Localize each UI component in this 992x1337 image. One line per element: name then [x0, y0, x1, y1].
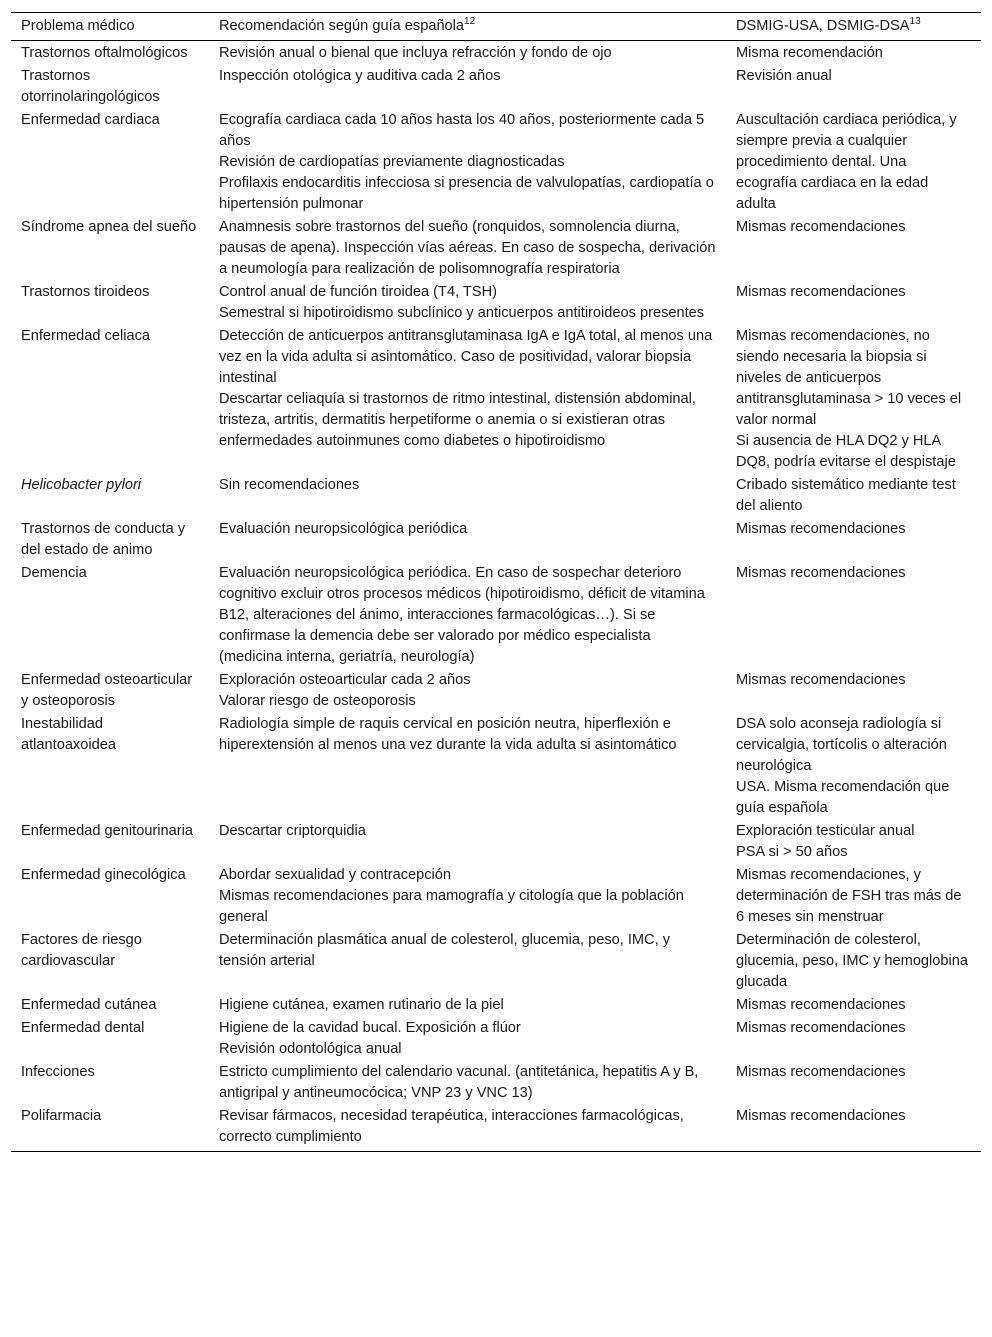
dsmig-recommendation-text: Si ausencia de HLA DQ2 y HLA DQ8, podría evitarse el despistaje — [736, 433, 956, 470]
header-dsmig — [726, 13, 981, 41]
cell-medical-problem — [11, 668, 209, 712]
medical-problem-text: Enfermedad cardiaca — [21, 112, 160, 128]
cell-dsmig-recommendation — [726, 863, 981, 928]
table-row — [11, 863, 981, 928]
cell-dsmig-recommendation — [726, 1104, 981, 1152]
dsmig-recommendation-text: Mismas recomendaciones — [736, 1020, 906, 1036]
dsmig-recommendation-text: Mismas recomendaciones — [736, 219, 906, 235]
cell-medical-problem — [11, 819, 209, 863]
table-header — [11, 13, 981, 41]
cell-dsmig-recommendation — [726, 517, 981, 561]
medical-problem-text: Trastornos de conducta y del estado de animo — [21, 521, 186, 558]
cell-dsmig-recommendation — [726, 668, 981, 712]
spanish-recommendation-text: Radiología simple de raquis cervical en posición neutra, hiperflexión e hiperextensión al menos una vez durante la vida adulta si asintomático — [219, 716, 677, 753]
cell-dsmig-recommendation — [726, 324, 981, 473]
spanish-recommendation-text: Exploración osteoarticular cada 2 años — [219, 672, 471, 688]
table-row — [11, 819, 981, 863]
spanish-recommendation-text: Revisión anual o bienal que incluya refracción y fondo de ojo — [219, 45, 612, 61]
dsmig-recommendation-text: Misma recomendación — [736, 45, 883, 61]
cell-dsmig-recommendation — [726, 1060, 981, 1104]
spanish-recommendation-text: Abordar sexualidad y contracepción — [219, 867, 452, 883]
cell-dsmig-recommendation — [726, 993, 981, 1016]
cell-spanish-recommendation — [209, 108, 726, 215]
dsmig-recommendation-text: Mismas recomendaciones — [736, 1108, 906, 1124]
header-medical-problem-label: Problema médico — [21, 18, 135, 34]
cell-spanish-recommendation — [209, 473, 726, 517]
table-row — [11, 64, 981, 108]
table-row — [11, 473, 981, 517]
spanish-recommendation-text: Determinación plasmática anual de colesterol, glucemia, peso, IMC, y tensión arterial — [219, 932, 670, 969]
medical-problem-text: Helicobacter pylori — [21, 477, 142, 493]
medical-problem-text: Trastornos tiroideos — [21, 284, 150, 300]
cell-dsmig-recommendation — [726, 41, 981, 65]
cell-dsmig-recommendation — [726, 215, 981, 280]
dsmig-recommendation-text: DSA solo aconseja radiología si cervicalgia, tortícolis o alteración neurológica — [736, 716, 947, 774]
cell-dsmig-recommendation — [726, 712, 981, 819]
table-row — [11, 215, 981, 280]
cell-dsmig-recommendation — [726, 108, 981, 215]
medical-problem-text: Inestabilidad atlantoaxoidea — [21, 716, 116, 753]
cell-spanish-recommendation — [209, 863, 726, 928]
table-row — [11, 280, 981, 324]
cell-medical-problem — [11, 108, 209, 215]
header-spanish-guide-ref: 12 — [464, 16, 476, 27]
dsmig-recommendation-text: Mismas recomendaciones — [736, 1064, 906, 1080]
spanish-recommendation-text: Revisión odontológica anual — [219, 1041, 402, 1057]
spanish-recommendation-text: Higiene de la cavidad bucal. Exposición a flúor — [219, 1020, 521, 1036]
medical-problem-text: Polifarmacia — [21, 1108, 102, 1124]
dsmig-recommendation-text: Auscultación cardiaca periódica, y siempre previa a cualquier procedimiento dental. Una ecografía cardiaca en la edad adulta — [736, 112, 957, 212]
spanish-recommendation-text: Control anual de función tiroidea (T4, TSH) — [219, 284, 497, 300]
medical-problem-text: Síndrome apnea del sueño — [21, 219, 197, 235]
spanish-recommendation-text: Semestral si hipotiroidismo subclínico y anticuerpos antitiroideos presentes — [219, 305, 705, 321]
spanish-recommendation-text: Revisión de cardiopatías previamente diagnosticadas — [219, 154, 565, 170]
dsmig-recommendation-text: Mismas recomendaciones — [736, 284, 906, 300]
table-row — [11, 108, 981, 215]
medical-problem-text: Enfermedad osteoarticular y osteoporosis — [21, 672, 193, 709]
dsmig-recommendation-text: Mismas recomendaciones — [736, 565, 906, 581]
cell-dsmig-recommendation — [726, 473, 981, 517]
spanish-recommendation-text: Descartar criptorquidia — [219, 823, 366, 839]
medical-problem-text: Trastornos otorrinolaringológicos — [21, 68, 160, 105]
cell-medical-problem — [11, 215, 209, 280]
table-row — [11, 324, 981, 473]
medical-problem-text: Demencia — [21, 565, 87, 581]
table-row — [11, 1060, 981, 1104]
cell-spanish-recommendation — [209, 215, 726, 280]
cell-medical-problem — [11, 928, 209, 993]
table-row — [11, 561, 981, 668]
header-spanish-guide — [209, 13, 726, 41]
spanish-recommendation-text: Estricto cumplimiento del calendario vacunal. (antitetánica, hepatitis A y B, antigripal y antineumocócica; VNP 23 y VNC 13) — [219, 1064, 699, 1101]
cell-medical-problem — [11, 1060, 209, 1104]
spanish-recommendation-text: Profilaxis endocarditis infecciosa si presencia de valvulopatías, cardiopatía o hipertensión pulmonar — [219, 175, 714, 212]
medical-problem-text: Enfermedad cutánea — [21, 997, 157, 1013]
cell-spanish-recommendation — [209, 280, 726, 324]
table-body — [11, 41, 981, 1152]
dsmig-recommendation-text: Mismas recomendaciones — [736, 997, 906, 1013]
spanish-recommendation-text: Revisar fármacos, necesidad terapéutica, interacciones farmacológicas, correcto cumplimiento — [219, 1108, 684, 1145]
table-row — [11, 517, 981, 561]
cell-dsmig-recommendation — [726, 928, 981, 993]
dsmig-recommendation-text: Exploración testicular anual — [736, 823, 915, 839]
dsmig-recommendation-text: Determinación de colesterol, glucemia, peso, IMC y hemoglobina glucada — [736, 932, 968, 990]
spanish-recommendation-text: Mismas recomendaciones para mamografía y citología que la población general — [219, 888, 684, 925]
spanish-recommendation-text: Evaluación neuropsicológica periódica — [219, 521, 468, 537]
dsmig-recommendation-text: Revisión anual — [736, 68, 832, 84]
cell-spanish-recommendation — [209, 1016, 726, 1060]
dsmig-recommendation-text: USA. Misma recomendación que guía española — [736, 779, 950, 816]
cell-spanish-recommendation — [209, 668, 726, 712]
spanish-recommendation-text: Evaluación neuropsicológica periódica. En caso de sospechar deterioro cognitivo excluir otros procesos médicos (hipotiroidismo, déficit de vitamina B12, alteraciones del ánimo, interacciones farmacológicas…). Si se confirmase la demencia debe ser valorado por médico especialista (medicina interna, geriatría, neurología) — [219, 565, 705, 665]
cell-spanish-recommendation — [209, 517, 726, 561]
medical-problem-text: Enfermedad genitourinaria — [21, 823, 193, 839]
cell-medical-problem — [11, 712, 209, 819]
table-row — [11, 928, 981, 993]
cell-spanish-recommendation — [209, 928, 726, 993]
cell-dsmig-recommendation — [726, 561, 981, 668]
spanish-recommendation-text: Higiene cutánea, examen rutinario de la piel — [219, 997, 504, 1013]
table-row — [11, 993, 981, 1016]
table-row — [11, 712, 981, 819]
cell-dsmig-recommendation — [726, 64, 981, 108]
table-row — [11, 41, 981, 65]
cell-medical-problem — [11, 561, 209, 668]
cell-spanish-recommendation — [209, 41, 726, 65]
spanish-recommendation-text: Sin recomendaciones — [219, 477, 360, 493]
spanish-recommendation-text: Valorar riesgo de osteoporosis — [219, 693, 416, 709]
spanish-recommendation-text: Anamnesis sobre trastornos del sueño (ronquidos, somnolencia diurna, pausas de apena). Inspección vías aéreas. En caso de sospecha, derivación a neumología para realización de polisomnografía respiratoria — [219, 219, 716, 277]
cell-medical-problem — [11, 863, 209, 928]
cell-dsmig-recommendation — [726, 819, 981, 863]
dsmig-recommendation-text: PSA si > 50 años — [736, 844, 848, 860]
cell-spanish-recommendation — [209, 712, 726, 819]
cell-medical-problem — [11, 1016, 209, 1060]
medical-problem-text: Factores de riesgo cardiovascular — [21, 932, 142, 969]
cell-medical-problem — [11, 280, 209, 324]
cell-medical-problem — [11, 473, 209, 517]
cell-medical-problem — [11, 64, 209, 108]
cell-spanish-recommendation — [209, 993, 726, 1016]
cell-spanish-recommendation — [209, 1104, 726, 1152]
dsmig-recommendation-text: Mismas recomendaciones, y determinación de FSH tras más de 6 meses sin menstruar — [736, 867, 962, 925]
table-row — [11, 1016, 981, 1060]
cell-spanish-recommendation — [209, 64, 726, 108]
table-row — [11, 1104, 981, 1152]
cell-medical-problem — [11, 517, 209, 561]
cell-spanish-recommendation — [209, 561, 726, 668]
cell-medical-problem — [11, 993, 209, 1016]
spanish-recommendation-text: Detección de anticuerpos antitransglutaminasa IgA e IgA total, al menos una vez en la vida adulta si asintomático. Caso de positividad, valorar biopsia intestinal — [219, 328, 713, 386]
table-row — [11, 668, 981, 712]
spanish-recommendation-text: Descartar celiaquía si trastornos de ritmo intestinal, distensión abdominal, tristeza, artritis, dermatitis herpetiforme o anemia o si existieran otras enfermedades autoinmunes como diabetes o hipotiroidismo — [219, 391, 696, 449]
dsmig-recommendation-text: Mismas recomendaciones — [736, 521, 906, 537]
medical-problem-text: Enfermedad dental — [21, 1020, 145, 1036]
dsmig-recommendation-text: Cribado sistemático mediante test del aliento — [736, 477, 956, 514]
header-medical-problem — [11, 13, 209, 41]
header-dsmig-ref: 13 — [909, 16, 921, 27]
cell-dsmig-recommendation — [726, 1016, 981, 1060]
cell-dsmig-recommendation — [726, 280, 981, 324]
cell-medical-problem — [11, 41, 209, 65]
cell-spanish-recommendation — [209, 819, 726, 863]
cell-medical-problem — [11, 324, 209, 473]
medical-problem-text: Trastornos oftalmológicos — [21, 45, 188, 61]
cell-medical-problem — [11, 1104, 209, 1152]
header-spanish-guide-label: Recomendación según guía española — [219, 18, 465, 34]
header-row — [11, 13, 981, 41]
medical-problem-text: Enfermedad celiaca — [21, 328, 150, 344]
header-dsmig-label: DSMIG-USA, DSMIG-DSA — [736, 18, 910, 34]
medical-problem-text: Enfermedad ginecológica — [21, 867, 186, 883]
cell-spanish-recommendation — [209, 1060, 726, 1104]
recommendations-table — [11, 12, 981, 1152]
medical-problem-text: Infecciones — [21, 1064, 95, 1080]
spanish-recommendation-text: Ecografía cardiaca cada 10 años hasta los 40 años, posteriormente cada 5 años — [219, 112, 705, 149]
dsmig-recommendation-text: Mismas recomendaciones — [736, 672, 906, 688]
dsmig-recommendation-text: Mismas recomendaciones, no siendo necesaria la biopsia si niveles de anticuerpos antitransglutaminasa > 10 veces el valor normal — [736, 328, 962, 428]
spanish-recommendation-text: Inspección otológica y auditiva cada 2 años — [219, 68, 501, 84]
cell-spanish-recommendation — [209, 324, 726, 473]
